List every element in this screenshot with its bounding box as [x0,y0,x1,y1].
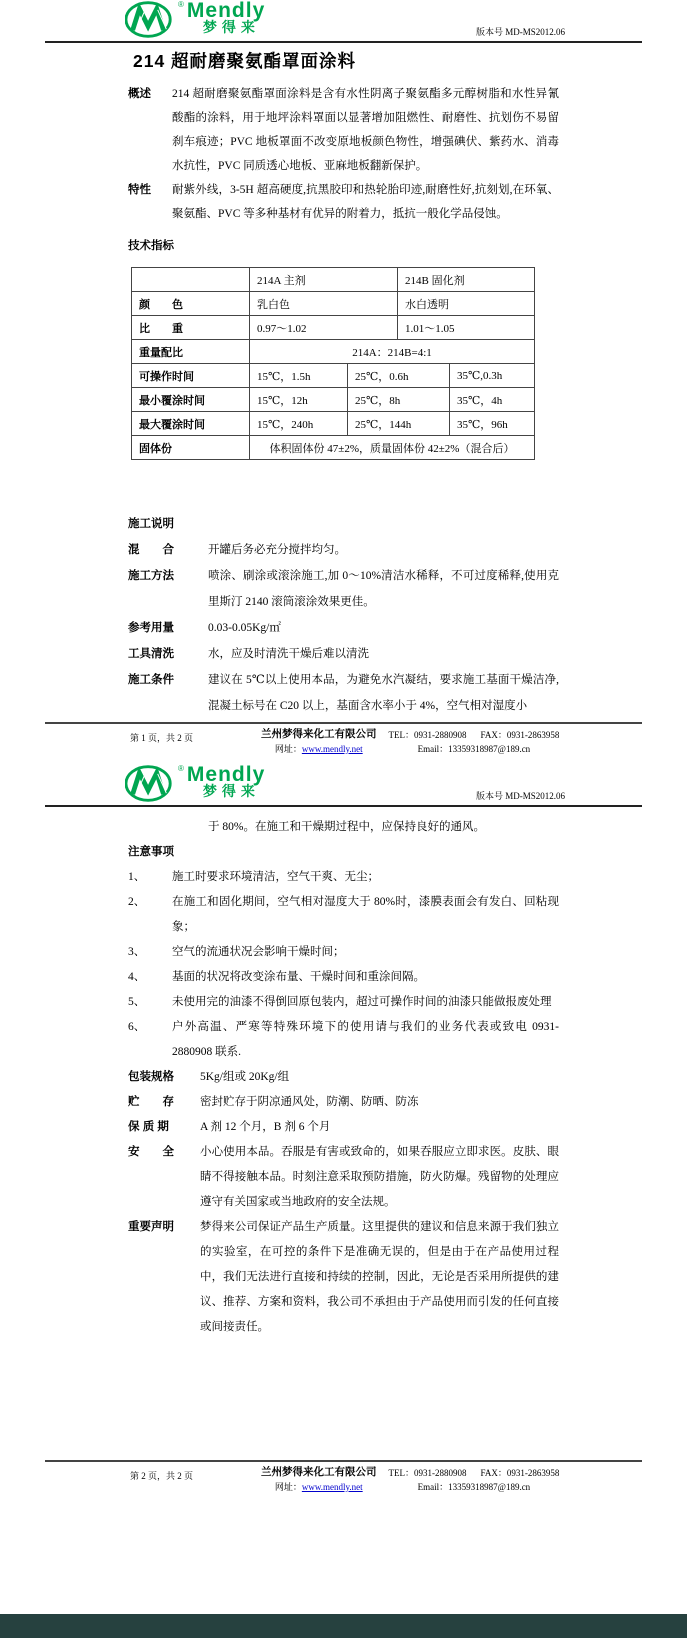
note-item-1 [128,865,559,890]
pot-life-25c-cell: 25℃，0.6h [348,364,450,388]
safety-label: 安 全 [128,1146,174,1158]
gravity-a-cell: 0.97～1.02 [250,316,398,340]
conditions-continuation-text: 于 80%。在施工和干燥期过程中，应保持良好的通风。 [208,821,485,833]
pot-life-15c-cell: 15℃，1.5h [250,364,348,388]
disclaimer-label: 重要声明 [128,1221,174,1233]
table-row-ratio [132,340,535,364]
max-recoat-label-cell: 最大覆涂时间 [132,412,250,436]
shelf-life-label: 保 质 期 [128,1121,169,1133]
coverage-label: 参考用量 [128,622,174,634]
conditions-label: 施工条件 [128,674,174,686]
table-header-214b-cell: 214B 固化剂 [398,268,535,292]
footer-website-line [261,1480,377,1494]
info-item-disclaimer [128,1215,559,1340]
page2-header [45,764,642,807]
note-item-4 [128,965,559,990]
color-b-cell: 水白透明 [398,292,535,316]
disclaimer-text: 梦得来公司保证产品生产质量。这里提供的建议和信息来源于我们独立的实验室，在可控的条件下是准确无误的，但是由于在产品使用过程中，我们无法进行直接和持续的控制，因此，无论是否采用所提供的建议、推荐、方案和资料，我公司不承担由于产品使用而引发的任何直接或间接责任。 [200,1221,559,1333]
features-label: 特性 [128,184,151,196]
brand-chinese-text: 梦得来 [202,783,260,799]
pot-life-label-cell: 可操作时间 [132,364,250,388]
document-title: 214 超耐磨聚氨酯罩面涂料 [133,51,357,71]
mendly-logo-page2 [125,765,265,802]
note-text: 施工时要求环境清洁，空气干爽、无尘； [172,871,379,883]
website-link[interactable]: www.mendly.net [301,744,363,754]
footer-website-line [261,742,377,756]
fax-label: FAX：0931-2863958 [480,730,560,740]
tel-label: TEL：0931-2880908 [388,1468,467,1478]
note-text: 户外高温、严寒等特殊环境下的使用请与我们的业务代表或致电 0931-2880908 联系. [172,1021,559,1058]
note-text: 空气的流通状况会影响干燥时间； [172,946,345,958]
page-2 [0,760,687,1614]
overview-label: 概述 [128,88,151,100]
color-a-cell: 乳白色 [250,292,398,316]
solids-label-cell: 固体份 [132,436,250,460]
note-number: 6、 [128,1021,146,1033]
table-row-max-recoat [132,412,535,436]
max-recoat-25c-cell: 25℃，144h [348,412,450,436]
construction-item-coverage [128,615,559,641]
ratio-label-cell: 重量配比 [132,340,250,364]
notes-heading: 注意事项 [128,846,174,858]
storage-label: 贮 存 [128,1096,174,1108]
info-item-shelf-life [128,1115,559,1140]
page-1 [0,0,687,760]
website-label: 网址： [274,744,302,754]
logo-emblem-icon [125,765,175,802]
note-number: 5、 [128,996,146,1008]
tech-specs-table [131,267,535,460]
note-number: 3、 [128,946,146,958]
features-section [128,178,559,226]
registered-mark: ® [178,0,184,9]
max-recoat-35c-cell: 35℃，96h [450,412,535,436]
table-row-min-recoat [132,388,535,412]
cleaning-label: 工具清洗 [128,648,174,660]
page2-content [0,815,687,1340]
fax-label: FAX：0931-2863958 [480,1468,560,1478]
construction-item-conditions [128,667,559,719]
method-text: 喷涂、刷涂或滚涂施工,加 0～10%清洁水稀释，不可过度稀释,使用克里斯汀 2140 滚筒滚涂效果更佳。 [208,570,559,608]
table-row-solids [132,436,535,460]
footer-company-name: 兰州梦得来化工有限公司 [261,1467,377,1478]
safety-text: 小心使用本品。吞服是有害或致命的，如果吞服应立即求医。皮肤、眼睛不得接触本品。时刻注意采取预防措施，防火防爆。残留物的处理应遵守有关国家或当地政府的安全法规。 [200,1146,559,1208]
tech-specs-heading: 技术指标 [128,240,174,252]
min-recoat-15c-cell: 15℃，12h [250,388,348,412]
construction-heading: 施工说明 [128,518,174,530]
bottom-bar [0,1614,687,1638]
pot-life-35c-cell: 35℃,0.3h [450,364,535,388]
min-recoat-35c-cell: 35℃，4h [450,388,535,412]
note-item-3 [128,940,559,965]
table-row-pot-life [132,364,535,388]
mendly-logo [125,1,265,38]
mixing-label: 混 合 [128,544,174,556]
method-label: 施工方法 [128,570,174,582]
construction-item-cleaning [128,641,559,667]
cleaning-text: 水，应及时清洗干燥后难以清洗 [208,648,369,660]
footer-phone-line [389,1466,560,1480]
min-recoat-25c-cell: 25℃，8h [348,388,450,412]
logo-emblem-icon [125,1,175,38]
min-recoat-label-cell: 最小覆涂时间 [132,388,250,412]
overview-text: 214 超耐磨聚氨酯罩面涂料是含有水性阴离子聚氨酯多元醇树脂和水性异氰酸酯的涂料，用于地坪涂料罩面以显著增加阻燃性、耐磨性、抗划伤不易留刹车痕迹；PVC 地板罩面不改变原地板颜色物性，增强碘伏、紫药水、消毒水抗性，PVC 同质透心地板、亚麻地板翻新保护。 [172,88,559,172]
brand-text: Mendly [186,763,266,786]
table-row-gravity [132,316,535,340]
mixing-text: 开罐后务必充分搅拌均匀。 [208,544,346,556]
packaging-text: 5Kg/组或 20Kg/组 [200,1071,290,1083]
footer-email-line: Email：13359318987@189.cn [417,744,531,754]
info-item-safety [128,1140,559,1215]
registered-mark: ® [178,764,184,773]
version-label: 版本号 MD-MS2012.06 [475,27,565,37]
overview-section [128,82,559,178]
page1-header [45,0,642,43]
shelf-life-text: A 剂 12 个月，B 剂 6 个月 [200,1121,331,1133]
page2-footer [45,1460,642,1494]
tel-label: TEL：0931-2880908 [388,730,467,740]
max-recoat-15c-cell: 15℃，240h [250,412,348,436]
note-number: 2、 [128,896,146,908]
website-label: 网址： [274,1482,302,1492]
table-row-color [132,292,535,316]
coverage-text: 0.03-0.05Kg/㎡ [208,622,281,634]
info-item-packaging [128,1065,559,1090]
table-header-blank-cell [132,268,250,292]
gravity-b-cell: 1.01～1.05 [398,316,535,340]
note-item-2 [128,890,559,940]
page1-number-label: 第 1 页，共 2 页 [130,733,194,743]
note-number: 1、 [128,871,146,883]
note-item-5 [128,990,559,1015]
packaging-label: 包装规格 [128,1071,174,1083]
storage-text: 密封贮存于阴凉通风处，防潮、防晒、防冻 [200,1096,419,1108]
footer-company-name: 兰州梦得来化工有限公司 [261,729,377,740]
brand-chinese-text: 梦得来 [202,19,260,35]
note-text: 基面的状况将改变涂布量、干燥时间和重涂间隔。 [172,971,425,983]
page2-number-label: 第 2 页，共 2 页 [130,1471,194,1481]
brand-text: Mendly [186,0,266,22]
color-label-cell: 颜 色 [132,292,250,316]
info-item-storage [128,1090,559,1115]
table-header-214a-cell: 214A 主剂 [250,268,398,292]
solids-value-cell: 体积固体份 47±2%，质量固体份 42±2%（混合后） [250,436,535,460]
website-link[interactable]: www.mendly.net [301,1482,363,1492]
gravity-label-cell: 比 重 [132,316,250,340]
construction-item-mixing [128,537,559,563]
note-number: 4、 [128,971,146,983]
note-text: 在施工和固化期间，空气相对湿度大于 80%时，漆膜表面会有发白、回粘现象； [172,896,559,933]
version-label: 版本号 MD-MS2012.06 [475,791,565,801]
table-header-row [132,268,535,292]
ratio-value-cell: 214A：214B=4:1 [250,340,535,364]
construction-section [0,512,687,719]
page1-footer [45,722,642,756]
construction-item-method [128,563,559,615]
note-text: 未使用完的油漆不得倒回原包装内，超过可操作时间的油漆只能做报废处理 [172,996,552,1008]
footer-email-line: Email：13359318987@189.cn [417,1482,531,1492]
conditions-text: 建议在 5℃以上使用本品，为避免水汽凝结，要求施工基面干燥洁净,混凝土标号在 C20 以上，基面含水率小于 4%，空气相对湿度小 [208,674,559,712]
features-text: 耐紫外线，3-5H 超高硬度,抗黑胶印和热轮胎印迹,耐磨性好,抗刻划,在环氧、聚氨酯、PVC 等多种基材有优异的附着力，抵抗一般化学品侵蚀。 [172,184,559,220]
note-item-6 [128,1015,559,1065]
footer-phone-line [389,728,560,742]
